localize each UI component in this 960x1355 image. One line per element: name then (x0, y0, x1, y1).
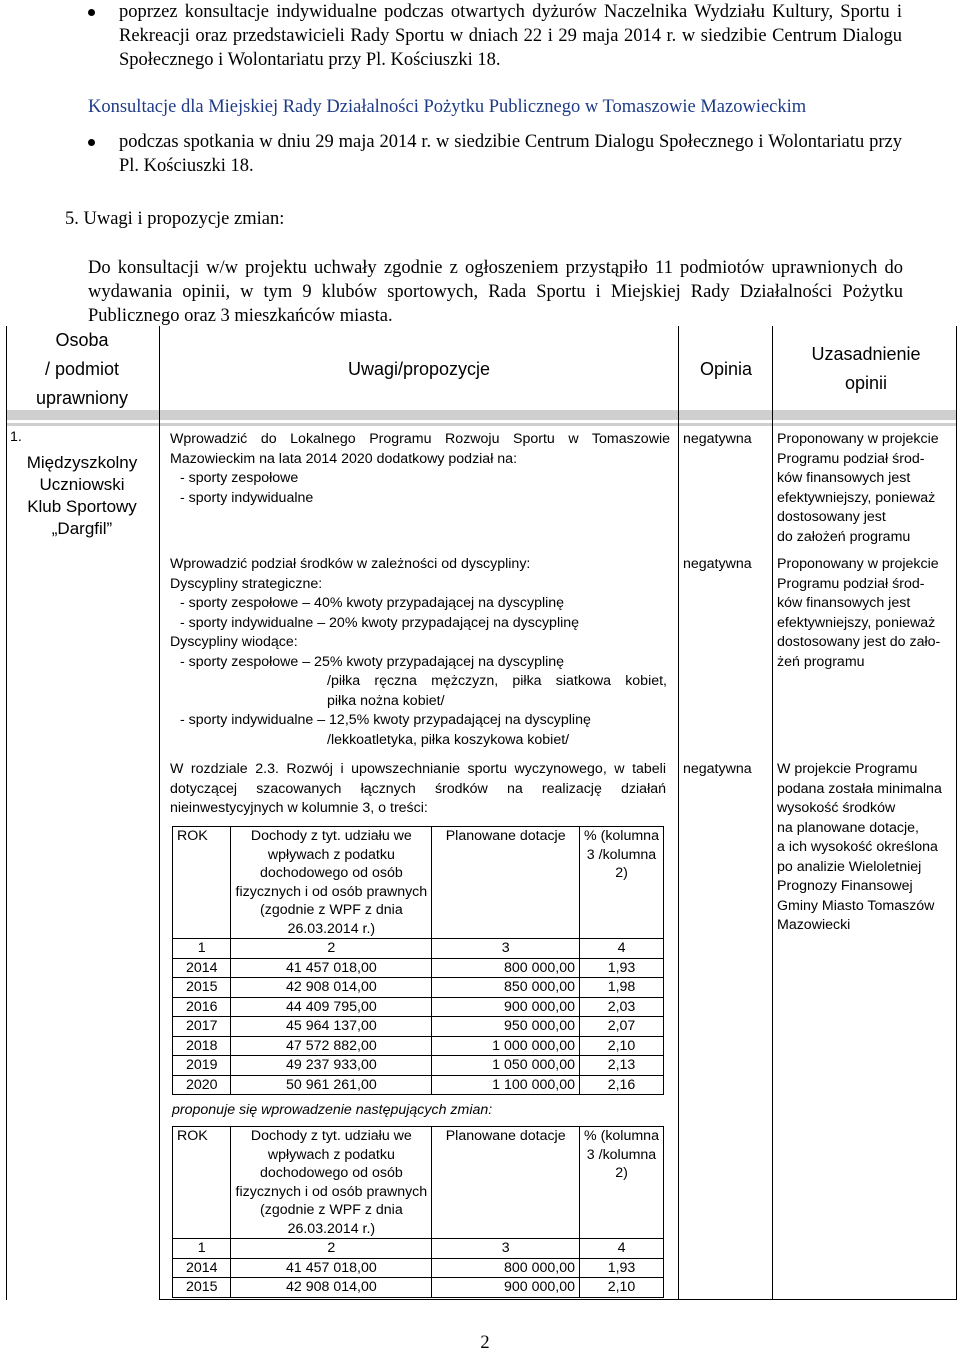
council-bullet: podczas spotkania w dniu 29 maja 2014 r. w siedzibie Centrum Dialogu Społecznego i Wolontariatu przy Pl. Kościuszki 18. (88, 130, 902, 178)
grid-line (956, 326, 957, 1300)
proposal-2-text: Wprowadzić podział środków w zależności od dyscypliny: Dyscypliny strategiczne: - sporty zespołowe – 40% kwoty przypadającej na dyscyplinę - sporty indywidualne – 20% kwoty przypadającej na dyscyplinę Dyscypliny wiodące: - sporty zespołowe – 25% kwoty przypadającej na dyscyplinę /piłka ręczna mężczyzn, piłka siatkowa kobiet, piłka nożna kobiet/ - sporty indywidualne – 12,5% kwoty przypadającej na dyscyplinę /lekkoatletyka, piłka koszykowa kobiet/ (170, 556, 667, 748)
table-row: 1 2 3 4 (173, 939, 664, 959)
proposed-changes-label: proponuje się wprowadzenie następujących zmian: (172, 1102, 493, 1118)
proposal-1-justification: Proponowany w projekcie Programu podział środ- ków finansowych jest efektywniejszy, ponieważ dostosowany jest do założeń programu (777, 431, 939, 545)
council-heading: Konsultacje dla Miejskiej Rady Działalności Pożytku Publicznego w Tomaszowie Mazowieckim (88, 97, 807, 117)
proposal-1-opinion: negatywna (683, 431, 752, 447)
entity-name: Międzyszkolny Uczniowski Klub Sportowy „Dargfil” (26, 453, 138, 538)
table-row: 1 2 3 4 (173, 1239, 664, 1259)
table-row: 2019 49 237 933,00 1 050 000,00 2,13 (173, 1056, 664, 1076)
header-uwagi: Uwagi/propozycje (347, 359, 491, 379)
header-band-2 (6, 423, 956, 426)
proposal-3-text: W rozdziale 2.3. Rozwój i upowszechnianie sportu wyczynowego, w tabeli dotyczącej szacowanych łącznych środków na realizację działań nieinwestycyjnych w kolumnie 3, o treści: (170, 761, 666, 816)
entity-number: 1. (10, 429, 22, 445)
grid-line (678, 326, 679, 1300)
table-row: 2016 44 409 795,00 900 000,00 2,03 (173, 997, 664, 1017)
current-funding-table (172, 826, 664, 1095)
table-header-row: ROK Dochody z tyt. udziału we wpływach z podatku dochodowego od osób fizycznych i od osób prawnych (zgodnie z WPF z dnia 26.03.2014 r.) Planowane dotacje % (kolumna 3 /kolumna 2) (173, 1127, 664, 1239)
bullet-icon (88, 139, 95, 146)
table-row: 2014 41 457 018,00 800 000,00 1,93 (173, 958, 664, 978)
grid-line (6, 326, 7, 1300)
section-title: 5. Uwagi i propozycje zmian: (65, 209, 285, 229)
proposal-1-text: Wprowadzić do Lokalnego Programu Rozwoju Sportu w Tomaszowie Mazowieckim na lata 2014 2020 dodatkowy podział na: - sporty zespołowe - sporty indywidualne (170, 431, 670, 506)
proposed-funding-table (172, 1126, 664, 1298)
table-row: 2014 41 457 018,00 800 000,00 1,93 (173, 1258, 664, 1278)
bullet-icon (88, 9, 95, 16)
table-row: 2015 42 908 014,00 900 000,00 2,10 (173, 1278, 664, 1298)
table-header-row: ROK Dochody z tyt. udziału we wpływach z podatku dochodowego od osób fizycznych i od osób prawnych (zgodnie z WPF z dnia 26.03.2014 r.) Planowane dotacje % (kolumna 3 /kolumna 2) (173, 827, 664, 939)
grid-line (772, 326, 773, 1300)
section-paragraph: Do konsultacji w/w projektu uchwały zgodnie z ogłoszeniem przystąpiło 11 podmiotów uprawnionych do wydawania opinii, w tym 9 klubów sportowych, Rada Sportu i Miejskiej Rady Działalności Pożytku Publicznego oraz 3 mieszkańców miasta. (88, 258, 903, 326)
proposal-2-justification: Proponowany w projekcie Programu podział środ- ków finansowych jest efektywniejszy, ponieważ dostosowany jest do zało- żeń programu (777, 556, 941, 670)
header-band (6, 410, 956, 420)
grid-line (159, 1299, 956, 1300)
table-row: 2018 47 572 882,00 1 000 000,00 2,10 (173, 1036, 664, 1056)
header-osoba: Osoba / podmiot uprawniony (35, 330, 129, 408)
table-row: 2020 50 961 261,00 1 100 000,00 2,16 (173, 1075, 664, 1095)
intro-bullet: poprzez konsultacje indywidualne podczas otwartych dyżurów Naczelnika Wydziału Kultury, Sportu i Rekreacji oraz przedstawicieli Rady Sportu w dniach 22 i 29 maja 2014 r. w siedzibie Centrum Dialogu Społecznego i Wolontariatu przy Pl. Kościuszki 18. (88, 0, 902, 72)
header-uzasadnienie: Uzasadnienie opinii (811, 344, 921, 393)
header-opinia: Opinia (699, 359, 753, 379)
table-row: 2017 45 964 137,00 950 000,00 2,07 (173, 1017, 664, 1037)
grid-line (159, 326, 160, 1300)
table-row: 2015 42 908 014,00 850 000,00 1,98 (173, 978, 664, 998)
proposal-3-opinion: negatywna (683, 761, 752, 777)
proposal-2-opinion: negatywna (683, 556, 752, 572)
proposal-3-justification: W projekcie Programu podana została minimalna wysokość środków na planowane dotacje, a ich wysokość określona po analizie Wieloletniej Prognozy Finansowej Gminy Miasto Tomaszów Mazowiecki (777, 761, 942, 933)
page-number: 2 (480, 1333, 490, 1353)
